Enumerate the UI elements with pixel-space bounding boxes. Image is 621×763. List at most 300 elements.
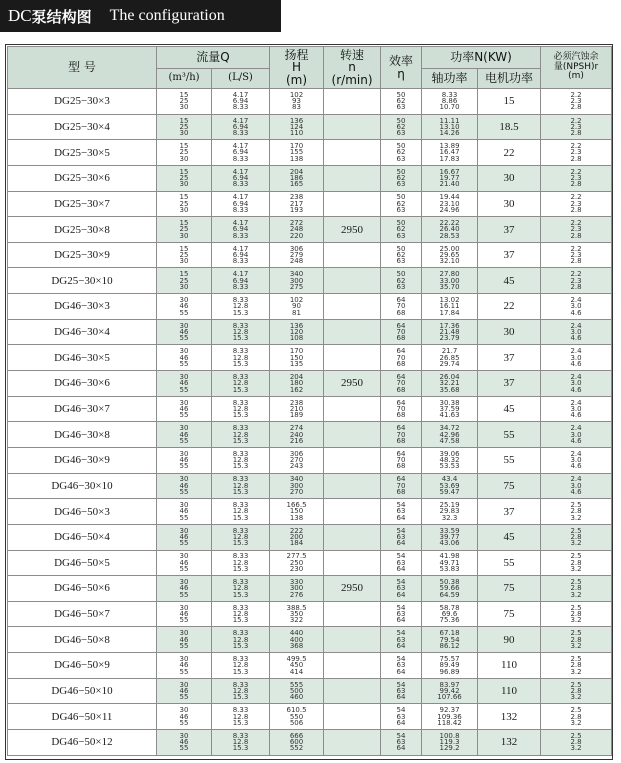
head-cell-value: 238 — [289, 193, 304, 202]
npsh-cell — [541, 499, 612, 525]
efficiency-cell-value: 68 — [396, 308, 406, 317]
flow-ls-cell-value: 12.8 — [232, 353, 249, 362]
head-cell — [270, 165, 324, 191]
table-row — [8, 653, 612, 679]
flow-m3h-cell-value: 55 — [179, 308, 189, 317]
shaft-power-cell-value: 53.69 — [439, 481, 460, 490]
efficiency-cell — [381, 89, 422, 115]
npsh-cell-value: 2.8 — [570, 231, 582, 240]
efficiency-cell — [381, 345, 422, 371]
head-cell — [270, 576, 324, 602]
model-cell: DG46−50×8 — [8, 627, 157, 653]
motor-power-cell: 30 — [478, 191, 541, 217]
section-banner — [0, 0, 281, 32]
efficiency-cell-value: 64 — [396, 641, 406, 650]
shaft-power-cell — [422, 704, 478, 730]
flow-ls-cell — [212, 576, 270, 602]
shaft-power-cell-value: 64.59 — [439, 590, 460, 599]
flow-m3h-cell-value: 55 — [179, 565, 189, 573]
flow-m3h-cell — [157, 114, 212, 140]
npsh-cell-value: 2.8 — [570, 507, 582, 516]
flow-ls-cell-value: 15.3 — [232, 590, 249, 599]
flow-m3h-cell-value: 55 — [179, 513, 189, 522]
speed-cell — [324, 730, 381, 756]
shaft-power-cell-value: 41.63 — [439, 411, 460, 420]
shaft-power-cell-value: 17.84 — [439, 308, 460, 317]
flow-m3h-cell-value: 15 — [179, 270, 189, 279]
npsh-cell-value: 2.2 — [570, 270, 582, 279]
npsh-cell — [541, 371, 612, 397]
npsh-cell-value: 2.5 — [570, 706, 582, 715]
efficiency-cell-value: 50 — [396, 167, 406, 176]
npsh-cell-value: 3.2 — [570, 539, 582, 548]
efficiency-cell-value: 50 — [396, 90, 406, 99]
shaft-power-cell-value: 33.59 — [439, 526, 460, 535]
table-row — [8, 422, 612, 448]
npsh-cell-value: 2.2 — [570, 244, 582, 253]
head-cell — [270, 114, 324, 140]
head-cell-value: 610.5 — [286, 706, 307, 715]
head-cell-value: 277.5 — [286, 552, 307, 561]
shaft-power-cell-value: 79.54 — [439, 635, 460, 644]
head-cell-value: 110 — [289, 129, 304, 138]
flow-m3h-cell-value: 30 — [179, 372, 189, 381]
motor-power-cell: 90 — [478, 627, 541, 653]
efficiency-cell-value: 62 — [396, 276, 406, 285]
flow-ls-cell-value: 12.8 — [232, 584, 249, 593]
speed-cell — [324, 396, 381, 422]
flow-m3h-cell-value: 30 — [179, 296, 189, 304]
head-cell-value: 180 — [289, 379, 304, 388]
shaft-power-cell — [422, 447, 478, 473]
shaft-power-cell-value: 26.85 — [439, 353, 460, 362]
head-cell — [270, 217, 324, 243]
speed-cell — [324, 704, 381, 730]
npsh-cell-value: 2.8 — [570, 180, 582, 189]
flow-ls-cell — [212, 524, 270, 550]
head-cell-value: 414 — [289, 667, 304, 676]
flow-ls-cell — [212, 678, 270, 704]
npsh-cell-value: 2.4 — [570, 424, 582, 433]
npsh-cell-value: 3.0 — [570, 430, 582, 439]
npsh-cell-value: 2.5 — [570, 603, 582, 612]
efficiency-cell — [381, 499, 422, 525]
npsh-cell-value: 2.4 — [570, 321, 582, 330]
shaft-power-cell-value: 53.83 — [439, 565, 460, 573]
flow-ls-cell-value: 8.33 — [232, 206, 249, 215]
npsh-cell-value: 2.5 — [570, 731, 582, 740]
flow-m3h-cell-value: 46 — [179, 712, 189, 721]
efficiency-cell-value: 64 — [396, 565, 406, 573]
head-cell-value: 138 — [289, 154, 304, 163]
efficiency-cell-value: 54 — [396, 578, 406, 587]
npsh-cell-value: 2.5 — [570, 629, 582, 638]
motor-power-cell: 15 — [478, 89, 541, 115]
model-cell: DG46−50×11 — [8, 704, 157, 730]
npsh-cell-value: 2.3 — [570, 276, 582, 285]
head-cell-value: 216 — [289, 436, 304, 445]
head-cell-value: 340 — [289, 270, 304, 279]
shaft-power-cell-value: 19.77 — [439, 174, 460, 183]
efficiency-cell — [381, 319, 422, 345]
flow-m3h-cell-value: 25 — [179, 122, 189, 131]
head-cell — [270, 89, 324, 115]
flow-m3h-cell-value: 30 — [179, 398, 189, 407]
npsh-cell — [541, 191, 612, 217]
flow-m3h-cell-value: 30 — [179, 321, 189, 330]
flow-m3h-cell — [157, 345, 212, 371]
npsh-cell — [541, 730, 612, 756]
motor-power-cell: 55 — [478, 550, 541, 576]
model-cell: DG46−50×7 — [8, 601, 157, 627]
npsh-cell-value: 2.8 — [570, 533, 582, 542]
efficiency-cell-value: 63 — [396, 558, 406, 567]
head-cell-value: 600 — [289, 738, 304, 747]
efficiency-cell-value: 54 — [396, 526, 406, 535]
head-cell — [270, 704, 324, 730]
flow-ls-cell-value: 12.8 — [232, 327, 249, 336]
npsh-cell — [541, 140, 612, 166]
model-cell: DG46−30×4 — [8, 319, 157, 345]
model-cell: DG46−50×12 — [8, 730, 157, 756]
speed-cell — [324, 422, 381, 448]
efficiency-cell-value: 68 — [396, 436, 406, 445]
shaft-power-cell-value: 58.78 — [439, 603, 460, 612]
npsh-cell — [541, 217, 612, 243]
flow-ls-cell-value: 12.8 — [232, 738, 249, 747]
table-row — [8, 627, 612, 653]
flow-m3h-cell-value: 30 — [179, 180, 189, 189]
shaft-power-cell-value: 30.38 — [439, 398, 460, 407]
head-cell-value: 170 — [289, 347, 304, 356]
npsh-cell-value: 2.3 — [570, 251, 582, 260]
efficiency-cell-value: 64 — [396, 744, 406, 753]
efficiency-cell-value: 63 — [396, 661, 406, 670]
head-cell-value: 300 — [289, 481, 304, 490]
flow-ls-cell — [212, 89, 270, 115]
flow-m3h-cell — [157, 140, 212, 166]
efficiency-cell — [381, 473, 422, 499]
flow-ls-cell-value: 6.94 — [232, 251, 249, 260]
head-cell — [270, 678, 324, 704]
flow-ls-cell — [212, 499, 270, 525]
flow-m3h-cell-value: 46 — [179, 456, 189, 465]
head-cell-value: 499.5 — [286, 654, 307, 663]
flow-ls-cell — [212, 447, 270, 473]
efficiency-cell-value: 54 — [396, 629, 406, 638]
shaft-power-cell-value: 29.65 — [439, 251, 460, 260]
efficiency-cell-value: 68 — [396, 411, 406, 420]
flow-m3h-cell-value: 46 — [179, 584, 189, 593]
flow-m3h-cell — [157, 678, 212, 704]
efficiency-cell-value: 62 — [396, 199, 406, 208]
npsh-cell — [541, 704, 612, 730]
efficiency-cell-value: 50 — [396, 116, 406, 125]
flow-ls-cell-value: 15.3 — [232, 436, 249, 445]
head-cell-value: 93 — [292, 97, 301, 106]
flow-ls-cell-value: 15.3 — [232, 718, 249, 727]
model-cell: DG46−50×6 — [8, 576, 157, 602]
table-row — [8, 217, 612, 243]
shaft-power-cell-value: 21.7 — [441, 347, 458, 356]
efficiency-cell-value: 64 — [396, 616, 406, 625]
shaft-power-cell-value: 8.33 — [441, 90, 458, 99]
head-cell — [270, 499, 324, 525]
efficiency-cell — [381, 576, 422, 602]
efficiency-cell — [381, 371, 422, 397]
table-row — [8, 345, 612, 371]
model-cell: DG46−30×9 — [8, 447, 157, 473]
speed-cell — [324, 319, 381, 345]
head-cell-value: 120 — [289, 327, 304, 336]
head-cell-value: 186 — [289, 174, 304, 183]
motor-power-cell: 45 — [478, 524, 541, 550]
shaft-power-cell-value: 129.2 — [439, 744, 460, 753]
motor-power-cell: 132 — [478, 704, 541, 730]
flow-m3h-cell-value: 15 — [179, 90, 189, 99]
shaft-power-cell-value: 13.10 — [439, 122, 460, 131]
head-cell-value: 440 — [289, 629, 304, 638]
pump-spec-table — [7, 46, 612, 756]
shaft-power-cell-value: 28.53 — [439, 231, 460, 240]
npsh-cell — [541, 678, 612, 704]
shaft-power-cell-value: 92.37 — [439, 706, 460, 715]
flow-ls-cell-value: 8.33 — [232, 321, 249, 330]
efficiency-cell-value: 50 — [396, 193, 406, 202]
npsh-cell-value: 2.3 — [570, 225, 582, 234]
efficiency-cell — [381, 678, 422, 704]
head-cell — [270, 601, 324, 627]
shaft-power-cell-value: 32.3 — [441, 513, 458, 522]
head-cell-value: 322 — [289, 616, 304, 625]
flow-ls-cell-value: 12.8 — [232, 635, 249, 644]
flow-ls-cell-value: 12.8 — [232, 558, 249, 567]
head-cell — [270, 242, 324, 268]
flow-ls-cell-value: 6.94 — [232, 276, 249, 285]
shaft-power-cell-value: 8.86 — [441, 97, 458, 106]
shaft-power-cell-value: 32.10 — [439, 257, 460, 266]
shaft-power-cell — [422, 422, 478, 448]
efficiency-cell — [381, 294, 422, 320]
head-cell-value: 220 — [289, 231, 304, 240]
motor-power-cell: 37 — [478, 242, 541, 268]
shaft-power-cell-value: 14.26 — [439, 129, 460, 138]
flow-m3h-cell-value: 25 — [179, 174, 189, 183]
flow-ls-cell-value: 12.8 — [232, 661, 249, 670]
flow-m3h-cell-value: 30 — [179, 282, 189, 291]
flow-ls-cell-value: 8.33 — [232, 347, 249, 356]
flow-m3h-cell-value: 55 — [179, 744, 189, 753]
flow-ls-cell-value: 15.3 — [232, 565, 249, 573]
head-cell-value: 500 — [289, 686, 304, 695]
shaft-power-cell-value: 83.97 — [439, 680, 460, 689]
head-cell-value: 330 — [289, 578, 304, 587]
shaft-power-cell-value: 59.47 — [439, 488, 460, 497]
flow-m3h-cell-value: 46 — [179, 379, 189, 388]
npsh-cell-value: 2.5 — [570, 501, 582, 510]
flow-m3h-cell-value: 46 — [179, 481, 189, 490]
table-row — [8, 319, 612, 345]
efficiency-cell-value: 50 — [396, 219, 406, 228]
flow-ls-cell-value: 8.33 — [232, 231, 249, 240]
head-cell-value: 230 — [289, 565, 304, 573]
head-cell-value: 306 — [289, 449, 304, 458]
efficiency-cell-value: 70 — [396, 430, 406, 439]
flow-m3h-cell-value: 15 — [179, 116, 189, 125]
shaft-power-cell-value: 19.44 — [439, 193, 460, 202]
head-cell — [270, 627, 324, 653]
shaft-power-cell-value: 35.68 — [439, 385, 460, 394]
npsh-cell-value: 2.3 — [570, 97, 582, 106]
efficiency-cell-value: 63 — [396, 180, 406, 189]
shaft-power-cell-value: 13.89 — [439, 142, 460, 151]
npsh-cell-value: 3.0 — [570, 456, 582, 465]
npsh-cell-value: 2.4 — [570, 449, 582, 458]
head-cell — [270, 191, 324, 217]
flow-ls-cell-value: 8.33 — [232, 154, 249, 163]
shaft-power-cell — [422, 627, 478, 653]
head-cell-value: 276 — [289, 590, 304, 599]
flow-ls-cell — [212, 653, 270, 679]
head-cell — [270, 140, 324, 166]
flow-m3h-cell-value: 30 — [179, 603, 189, 612]
shaft-power-cell — [422, 345, 478, 371]
speed-cell — [324, 678, 381, 704]
npsh-cell-value: 2.2 — [570, 167, 582, 176]
flow-ls-cell-value: 4.17 — [232, 142, 249, 151]
efficiency-cell-value: 50 — [396, 244, 406, 253]
npsh-cell-value: 3.2 — [570, 616, 582, 625]
table-row — [8, 294, 612, 320]
head-cell-value: 150 — [289, 353, 304, 362]
head-cell-value: 162 — [289, 385, 304, 394]
flow-ls-cell — [212, 319, 270, 345]
efficiency-cell — [381, 704, 422, 730]
head-cell-value: 275 — [289, 282, 304, 291]
flow-ls-cell-value: 6.94 — [232, 199, 249, 208]
efficiency-cell-value: 70 — [396, 353, 406, 362]
head-cell-value: 102 — [289, 90, 304, 99]
shaft-power-cell-value: 39.06 — [439, 449, 460, 458]
speed-cell — [324, 550, 381, 576]
flow-m3h-cell — [157, 601, 212, 627]
table-row — [8, 268, 612, 294]
npsh-cell-value: 2.5 — [570, 552, 582, 561]
npsh-cell-value: 2.4 — [570, 398, 582, 407]
model-cell: DG46−30×7 — [8, 396, 157, 422]
npsh-cell-value: 4.6 — [570, 488, 582, 497]
shaft-power-cell — [422, 89, 478, 115]
efficiency-cell — [381, 730, 422, 756]
efficiency-cell — [381, 653, 422, 679]
model-cell: DG25−30×10 — [8, 268, 157, 294]
head-cell — [270, 447, 324, 473]
npsh-cell — [541, 89, 612, 115]
flow-m3h-cell-value: 46 — [179, 609, 189, 618]
npsh-cell — [541, 524, 612, 550]
table-row — [8, 550, 612, 576]
npsh-cell-value: 2.8 — [570, 154, 582, 163]
npsh-cell-value: 2.2 — [570, 142, 582, 151]
efficiency-cell-value: 63 — [396, 231, 406, 240]
npsh-cell-value: 3.2 — [570, 667, 582, 676]
efficiency-cell-value: 64 — [396, 424, 406, 433]
speed-cell — [324, 473, 381, 499]
head-cell-value: 135 — [289, 359, 304, 368]
model-cell: DG46−50×5 — [8, 550, 157, 576]
table-row — [8, 165, 612, 191]
head-cell — [270, 653, 324, 679]
flow-m3h-cell-value: 46 — [179, 533, 189, 542]
table-row — [8, 242, 612, 268]
efficiency-cell-value: 63 — [396, 738, 406, 747]
head-cell-value: 81 — [292, 308, 301, 317]
shaft-power-cell-value: 43.06 — [439, 539, 460, 548]
efficiency-cell-value: 63 — [396, 257, 406, 266]
header-power: 功率N(KW) — [422, 47, 541, 69]
head-cell-value: 193 — [289, 206, 304, 215]
npsh-cell-value: 4.6 — [570, 385, 582, 394]
shaft-power-cell — [422, 473, 478, 499]
shaft-power-cell-value: 99.42 — [439, 686, 460, 695]
model-cell: DG46−30×10 — [8, 473, 157, 499]
banner-title-en: The configuration — [109, 7, 225, 24]
efficiency-cell-value: 54 — [396, 654, 406, 663]
efficiency-cell-value: 68 — [396, 334, 406, 343]
efficiency-cell-value: 70 — [396, 327, 406, 336]
shaft-power-cell-value: 21.48 — [439, 327, 460, 336]
npsh-cell — [541, 114, 612, 140]
header-efficiency-label: 效率 — [389, 53, 414, 68]
efficiency-cell — [381, 396, 422, 422]
npsh-cell — [541, 165, 612, 191]
header-npsh-label: 必须汽蚀余 — [553, 52, 599, 63]
head-cell-value: 274 — [289, 424, 304, 433]
motor-power-cell: 22 — [478, 294, 541, 320]
motor-power-cell: 75 — [478, 473, 541, 499]
head-cell-value: 340 — [289, 475, 304, 484]
shaft-power-cell — [422, 730, 478, 756]
flow-ls-cell-value: 12.8 — [232, 533, 249, 542]
shaft-power-cell-value: 33.00 — [439, 276, 460, 285]
npsh-cell-value: 2.5 — [570, 526, 582, 535]
flow-m3h-cell — [157, 473, 212, 499]
efficiency-cell-value: 62 — [396, 97, 406, 106]
flow-ls-cell-value: 8.33 — [232, 475, 249, 484]
flow-m3h-cell-value: 30 — [179, 154, 189, 163]
flow-m3h-cell-value: 25 — [179, 97, 189, 106]
motor-power-cell: 37 — [478, 345, 541, 371]
flow-m3h-cell-value: 46 — [179, 430, 189, 439]
flow-ls-cell-value: 8.33 — [232, 296, 249, 304]
efficiency-cell-value: 64 — [396, 539, 406, 548]
shaft-power-cell-value: 75.36 — [439, 616, 460, 625]
flow-m3h-cell-value: 30 — [179, 231, 189, 240]
npsh-cell-value: 3.0 — [570, 404, 582, 413]
efficiency-cell-value: 63 — [396, 206, 406, 215]
header-speed-label: 转速 — [340, 47, 365, 62]
flow-m3h-cell-value: 46 — [179, 558, 189, 567]
flow-m3h-cell-value: 55 — [179, 411, 189, 420]
efficiency-cell — [381, 191, 422, 217]
npsh-cell-value: 2.3 — [570, 122, 582, 131]
npsh-cell-value: 2.5 — [570, 654, 582, 663]
motor-power-cell: 132 — [478, 730, 541, 756]
efficiency-cell — [381, 140, 422, 166]
npsh-cell — [541, 319, 612, 345]
efficiency-cell — [381, 217, 422, 243]
flow-m3h-cell-value: 55 — [179, 590, 189, 599]
